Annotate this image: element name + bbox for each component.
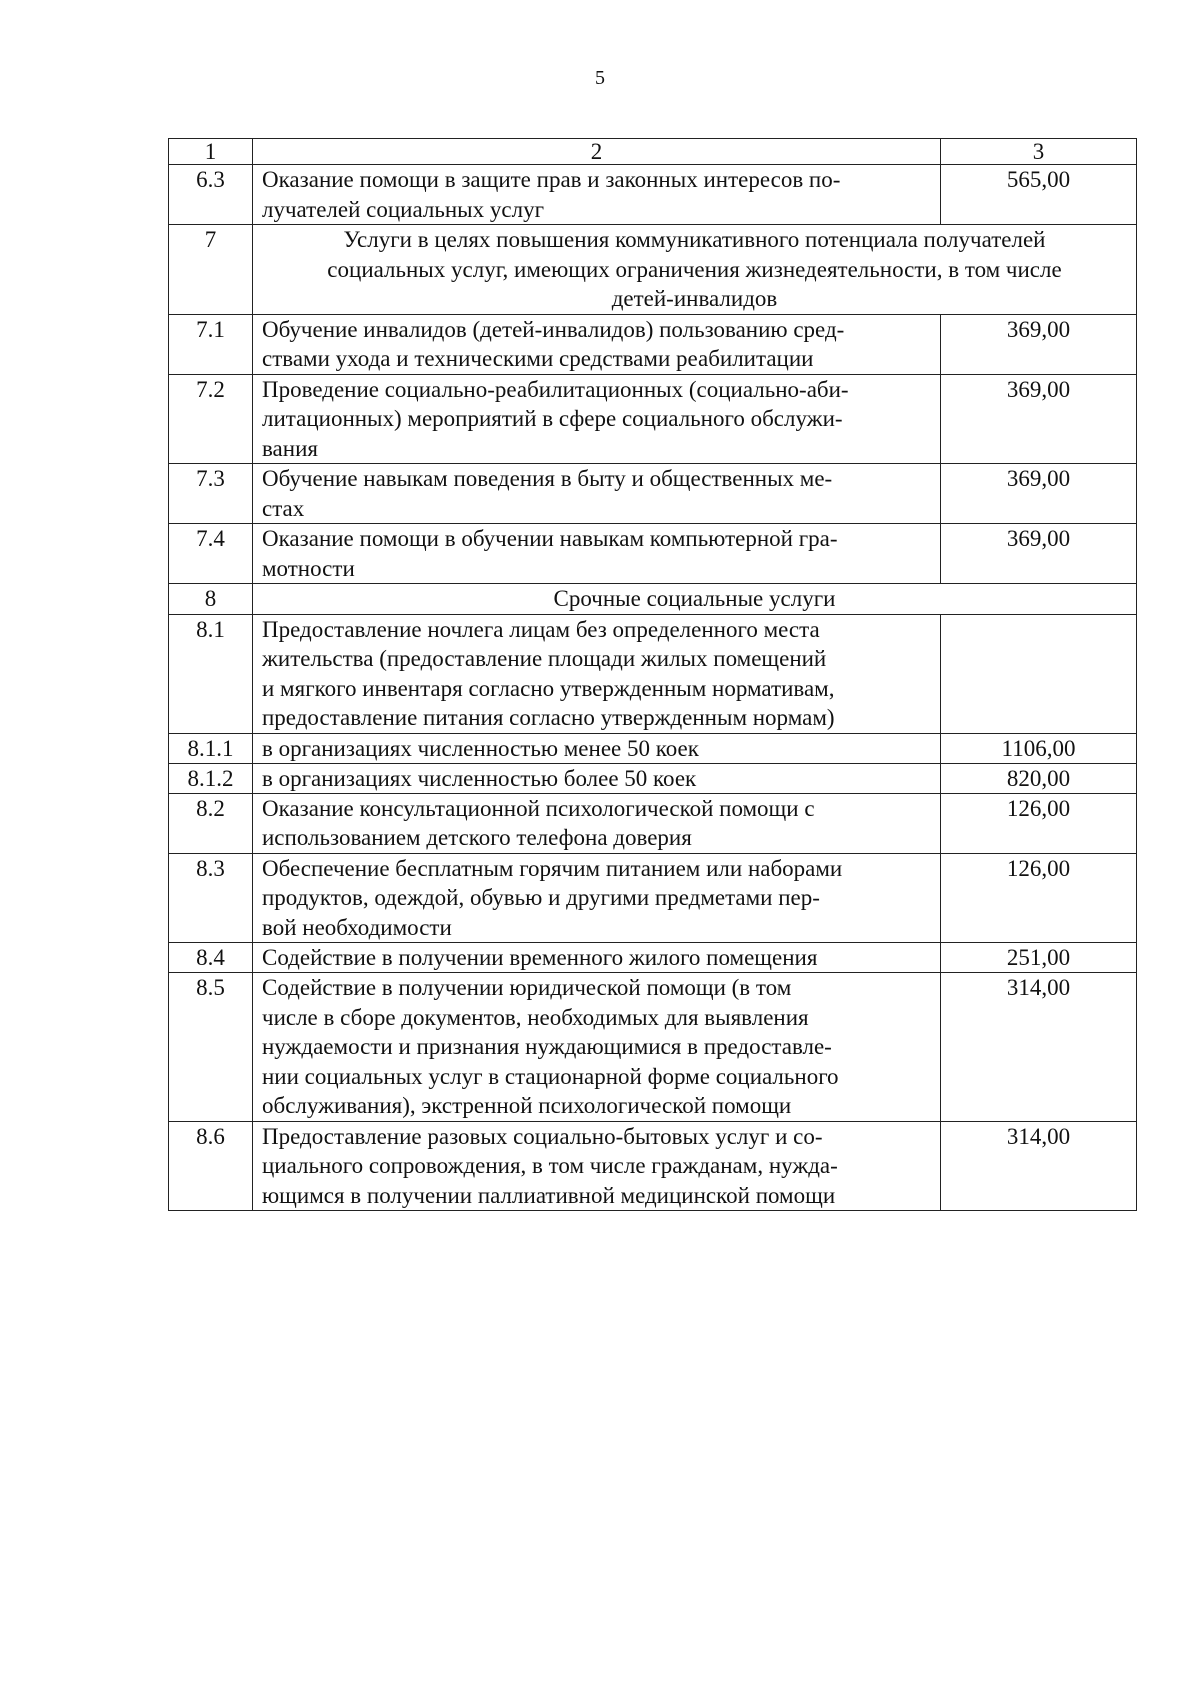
row-number: 6.3 [169, 165, 253, 225]
header-col-3: 3 [941, 139, 1137, 165]
table-row [169, 314, 1137, 374]
section-title: Услуги в целях повышения коммуникативного потенциала получателей социальных услуг, имеющих ограничения жизнедеятельности, в том числе детей-инвалидов [253, 225, 1137, 315]
table-row [169, 374, 1137, 464]
table-row [169, 763, 1137, 793]
row-number: 8.3 [169, 853, 253, 943]
service-name: Предоставление разовых социально-бытовых услуг и со- циального сопровождения, в том числе гражданам, нужда- ющимся в получении паллиативной медицинской помощи [253, 1121, 941, 1211]
table-row [169, 733, 1137, 763]
service-name: Оказание консультационной психологической помощи с использованием детского телефона доверия [253, 793, 941, 853]
header-col-2: 2 [253, 139, 941, 165]
section-number: 8 [169, 584, 253, 615]
row-number: 8.5 [169, 973, 253, 1122]
row-number: 8.2 [169, 793, 253, 853]
row-number: 7.2 [169, 374, 253, 464]
table-header-row [169, 139, 1137, 165]
service-price: 369,00 [941, 374, 1137, 464]
table-row [169, 853, 1137, 943]
header-col-1: 1 [169, 139, 253, 165]
service-name: в организациях численностью менее 50 коек [253, 733, 941, 763]
service-price [941, 614, 1137, 733]
row-number: 7.1 [169, 314, 253, 374]
service-name: Оказание помощи в обучении навыкам компьютерной гра- мотности [253, 524, 941, 584]
service-price: 126,00 [941, 793, 1137, 853]
service-name: Предоставление ночлега лицам без определенного места жительства (предоставление площади жилых помещений и мягкого инвентаря согласно утвержденным нормативам, предоставление питания согласно утвержденным нормам) [253, 614, 941, 733]
table-row [169, 793, 1137, 853]
row-number: 8.1.1 [169, 733, 253, 763]
service-price: 369,00 [941, 314, 1137, 374]
service-name: Обеспечение бесплатным горячим питанием или наборами продуктов, одеждой, обувью и другими предметами пер- вой необходимости [253, 853, 941, 943]
table-row [169, 464, 1137, 524]
service-name: Содействие в получении временного жилого помещения [253, 943, 941, 973]
table-row [169, 943, 1137, 973]
service-price: 1106,00 [941, 733, 1137, 763]
table-row [169, 614, 1137, 733]
section-title: Срочные социальные услуги [253, 584, 1137, 615]
service-price: 314,00 [941, 973, 1137, 1122]
row-number: 8.6 [169, 1121, 253, 1211]
row-number: 7.4 [169, 524, 253, 584]
service-name: Проведение социально-реабилитационных (социально-аби- литационных) мероприятий в сфере социального обслужи- вания [253, 374, 941, 464]
section-row [169, 584, 1137, 615]
section-number: 7 [169, 225, 253, 315]
service-name: Содействие в получении юридической помощи (в том числе в сборе документов, необходимых для выявления нуждаемости и признания нуждающимися в предоставле- нии социальных услуг в стационарной форме социального обслуживания), экстренной психологической помощи [253, 973, 941, 1122]
page-number: 5 [595, 67, 605, 89]
service-price: 314,00 [941, 1121, 1137, 1211]
section-row [169, 225, 1137, 315]
service-price: 251,00 [941, 943, 1137, 973]
service-name: Оказание помощи в защите прав и законных интересов по- лучателей социальных услуг [253, 165, 941, 225]
services-tariff-table [168, 138, 1137, 1211]
row-number: 8.1.2 [169, 763, 253, 793]
service-price: 126,00 [941, 853, 1137, 943]
service-price: 820,00 [941, 763, 1137, 793]
service-price: 369,00 [941, 464, 1137, 524]
service-price: 369,00 [941, 524, 1137, 584]
table-row [169, 165, 1137, 225]
service-name: Обучение навыкам поведения в быту и общественных ме- стах [253, 464, 941, 524]
table-row [169, 524, 1137, 584]
service-name: Обучение инвалидов (детей-инвалидов) пользованию сред- ствами ухода и техническими средствами реабилитации [253, 314, 941, 374]
row-number: 8.4 [169, 943, 253, 973]
service-price: 565,00 [941, 165, 1137, 225]
row-number: 8.1 [169, 614, 253, 733]
row-number: 7.3 [169, 464, 253, 524]
table-row [169, 1121, 1137, 1211]
table-row [169, 973, 1137, 1122]
service-name: в организациях численностью более 50 коек [253, 763, 941, 793]
